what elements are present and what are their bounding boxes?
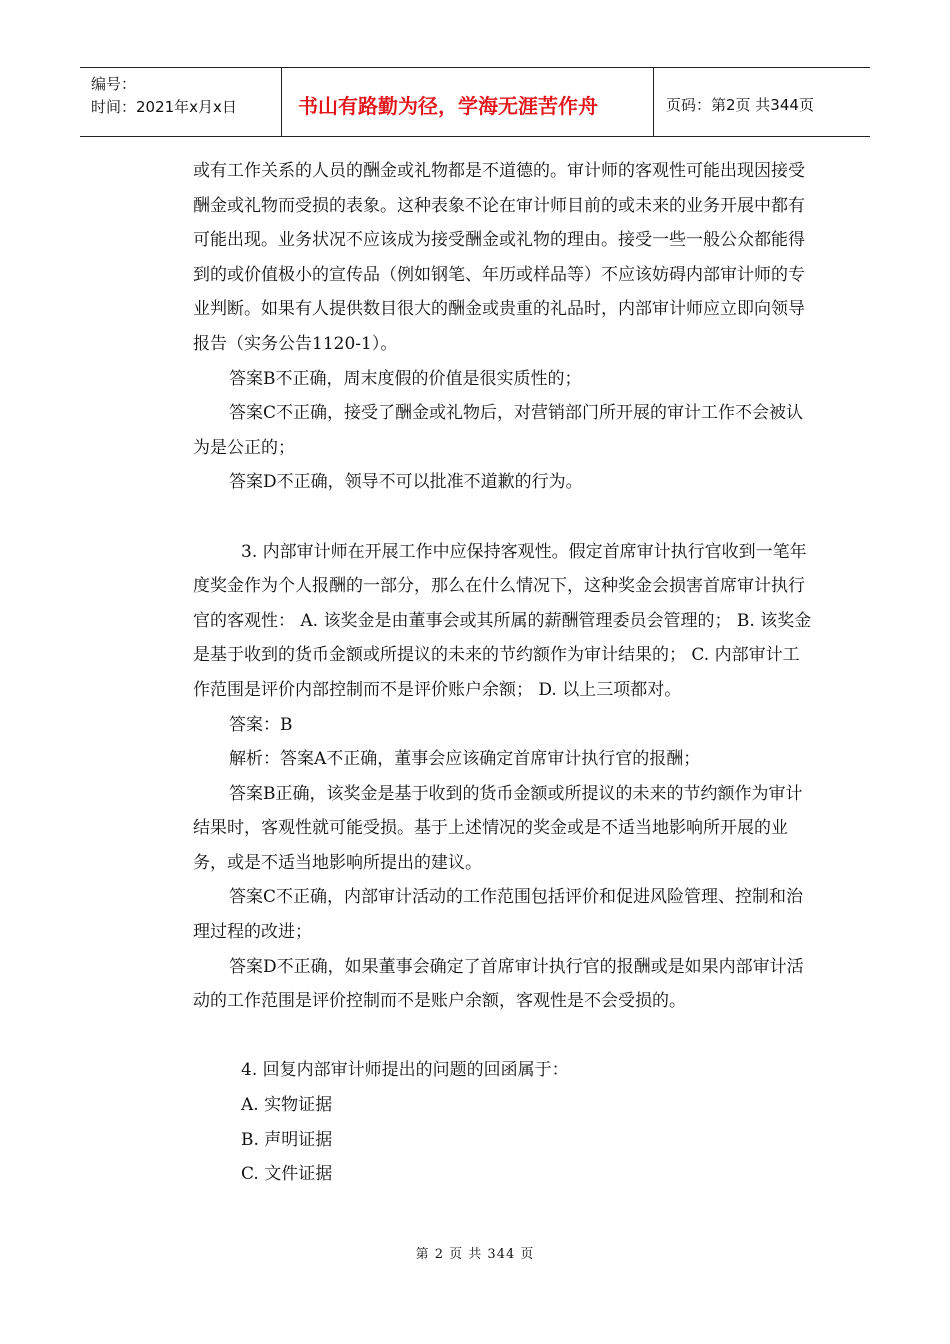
explanation: 答案B正确，该奖金是基于收到的货币金额或所提议的未来的节约额作为审计结果时，客观性就可能受损。基于上述情况的奖金或是不适当地影响所开展的业务，或是不适当地影响所提出的建议。: [193, 783, 803, 873]
header-page-label: 页码：第2页 共344页: [666, 95, 814, 114]
spacer: [193, 1019, 813, 1054]
explanation: 答案D不正确，如果董事会确定了首席审计执行官的报酬或是如果内部审计活动的工作范围是评价控制而不是账户余额，客观性是不会受损的。: [193, 956, 804, 1012]
question-4: 4. 回复内部审计师提出的问题的回函属于：: [241, 1060, 569, 1081]
option-a: A. 实物证据: [241, 1095, 333, 1116]
explanation: 答案C不正确，内部审计活动的工作范围包括评价和促进风险管理、控制和治理过程的改进；: [193, 887, 804, 943]
paragraph: 答案B不正确，周末度假的价值是很实质性的；: [229, 368, 582, 389]
page-footer: 第 2 页 共 344 页: [415, 1247, 535, 1262]
number-label: 编号：: [91, 75, 137, 93]
header-meta: [80, 68, 282, 136]
paragraph: 答案D不正确，领导不可以批准不道歉的行为。: [229, 472, 583, 493]
page-header: [80, 67, 870, 137]
header-slogan: 书山有路勤为径，学海无涯苦作舟: [282, 68, 654, 136]
spacer: [193, 500, 813, 535]
date-label: 时间：2021年x月x日: [91, 98, 237, 116]
option-c: C. 文件证据: [241, 1164, 333, 1185]
paragraph: 或有工作关系的人员的酬金或礼物都是不道德的。审计师的客观性可能出现因接受酬金或礼物而受损的表象。这种表象不论在审计师目前的或未来的业务开展中都有可能出现。业务状况不应该成为接受酬金或礼物的理由。接受一些一般公众都能得到的或价值极小的宣传品（例如钢笔、年历或样品等）不应该妨碍内部审计师的专业判断。如果有人提供数目很大的酬金或贵重的礼品时，内部审计师应立即向领导报告（实务公告1120-1）。: [193, 161, 805, 354]
paragraph: 答案C不正确，接受了酬金或礼物后，对营销部门所开展的审计工作不会被认为是公正的；: [193, 403, 804, 458]
question-3: 3. 内部审计师在开展工作中应保持客观性。假定首席审计执行官收到一笔年度奖金作为个人报酬的一部分，那么在什么情况下，这种奖金会损害首席审计执行官的客观性： A. 该奖金是由董事会或其所属的薪酬管理委员会管理的； B. 该奖金是基于收到的货币金额或所提议的未来的节约额作为审计结果的； C. 内部审计工作范围是评价内部控制而不是评价账户余额； D. 以上三项都对。: [193, 541, 812, 700]
document-body: [193, 154, 813, 1192]
option-b: B. 声明证据: [241, 1129, 333, 1150]
answer-3: 答案：B: [229, 714, 293, 735]
explanation: 解析：答案A不正确，董事会应该确定首席审计执行官的报酬；: [229, 749, 701, 770]
